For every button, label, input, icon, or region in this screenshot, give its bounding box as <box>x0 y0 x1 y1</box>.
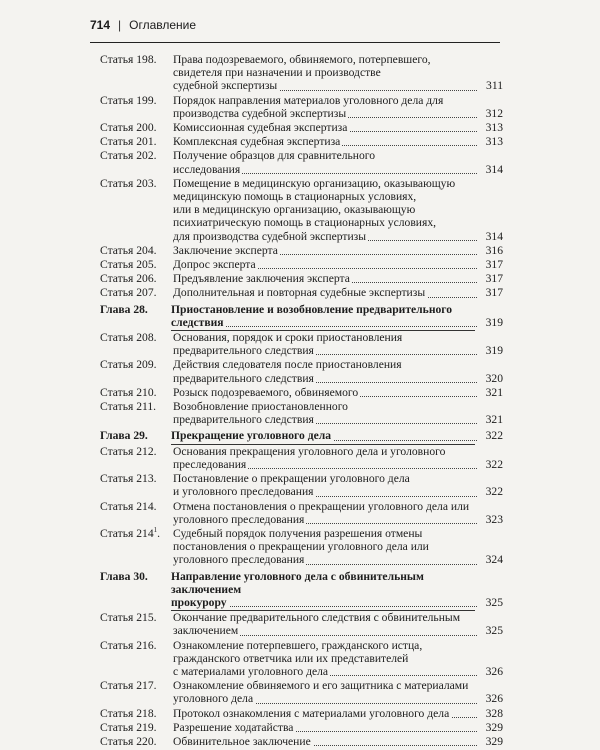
toc-article-entry[interactable] <box>100 53 503 93</box>
title-line: Дополнительная и повторная судебные экспертизы <box>173 286 426 300</box>
toc-article-entry[interactable] <box>100 527 503 567</box>
entry-label: Статья 204. <box>100 243 157 257</box>
entry-page-number: 322 <box>483 458 503 471</box>
title-line: судебной экспертизы <box>173 79 278 93</box>
entry-page-number: 311 <box>483 79 503 92</box>
title-line: Окончание предварительного следствия с обвинительным <box>173 611 461 625</box>
title-line: гражданского ответчика или их представителей <box>173 651 409 665</box>
title-line: исследования <box>173 162 241 176</box>
title-line: Действия следователя после приостановления <box>173 358 402 372</box>
entry-label: Статья 216. <box>100 638 157 652</box>
entry-label: Статья 200. <box>100 121 157 135</box>
header-rule <box>90 42 500 43</box>
title-line: Основания прекращения уголовного дела и уголовного <box>173 444 446 458</box>
entry-title <box>173 272 503 285</box>
title-line: прокурору <box>171 595 227 609</box>
title-line: Предъявление заключения эксперта <box>173 272 350 286</box>
toc-chapter-entry[interactable] <box>100 429 503 442</box>
toc-article-entry[interactable] <box>100 679 503 705</box>
toc-article-entry[interactable] <box>100 445 503 471</box>
title-line: уголовного преследования <box>173 553 305 567</box>
toc-article-entry[interactable] <box>100 611 503 637</box>
entry-label: Статья 206. <box>100 272 157 286</box>
entry-page-number: 325 <box>483 624 503 637</box>
entry-title <box>173 527 503 567</box>
entry-label: Статья 208. <box>100 331 157 345</box>
toc-chapter-entry[interactable] <box>100 570 503 610</box>
entry-page-number: 317 <box>483 272 503 285</box>
entry-page-number: 326 <box>483 692 503 705</box>
toc-article-entry[interactable] <box>100 639 503 679</box>
title-line: Отмена постановления о прекращении уголовного дела или <box>173 499 470 513</box>
entry-page-number: 321 <box>483 413 503 426</box>
toc-article-entry[interactable] <box>100 272 503 285</box>
toc-article-entry[interactable] <box>100 386 503 399</box>
title-line: психиатрическую помощь в стационарных условиях, <box>173 216 437 230</box>
entry-label: Статья 211. <box>100 400 157 414</box>
toc-article-entry[interactable] <box>100 331 503 357</box>
title-line: предварительного следствия <box>173 413 314 427</box>
title-line: Прекращение уголовного дела <box>171 429 332 443</box>
title-line: заключением <box>173 624 239 638</box>
entry-label: Статья $214^1$. <box>100 526 161 540</box>
entry-label: Статья 209. <box>100 358 157 372</box>
entry-page-number: 317 <box>483 258 503 271</box>
title-line: уголовного преследования <box>173 512 305 526</box>
title-line: Ознакомление обвиняемого и его защитника с материалами <box>173 679 469 693</box>
entry-page-number: 329 <box>483 721 503 734</box>
entry-label: Статья 198. <box>100 53 157 66</box>
title-line: или в медицинскую организацию, оказывающую <box>173 203 416 217</box>
entry-label: Статья 205. <box>100 258 157 272</box>
title-line: Возобновление приостановленного <box>173 400 348 414</box>
title-line: Направление уголовного дела с обвинительным заключением <box>171 569 424 596</box>
entry-label: Статья 199. <box>100 93 157 107</box>
entry-page-number: 319 <box>483 344 503 357</box>
toc-article-entry[interactable] <box>100 500 503 526</box>
title-line: предварительного следствия <box>173 371 314 385</box>
title-line: Постановление о прекращении уголовного дела <box>173 472 410 486</box>
entry-title <box>171 570 503 610</box>
title-line: Права подозреваемого, обвиняемого, потерпевшего, <box>173 53 431 66</box>
entry-page-number: 313 <box>483 135 503 148</box>
entry-title <box>173 177 503 243</box>
title-line: Судебный порядок получения разрешения отмены <box>173 526 423 540</box>
running-header <box>90 10 500 40</box>
toc-article-entry[interactable] <box>100 286 503 299</box>
entry-title <box>173 639 503 679</box>
entry-label: Статья 217. <box>100 679 157 693</box>
toc-article-entry[interactable] <box>100 135 503 148</box>
toc-article-entry[interactable] <box>100 177 503 243</box>
entry-page-number: 322 <box>483 485 503 498</box>
title-line: свидетеля при назначении и производстве <box>173 66 381 80</box>
entry-title <box>173 121 503 134</box>
title-line: Порядок направления материалов уголовного дела для <box>173 93 444 107</box>
toc-article-entry[interactable] <box>100 721 503 734</box>
title-line: Помещение в медицинскую организацию, оказывающую <box>173 176 456 190</box>
toc-article-entry[interactable] <box>100 149 503 175</box>
title-line: Получение образцов для сравнительного <box>173 149 376 163</box>
entry-title <box>173 135 503 148</box>
entry-label: Глава 28. <box>100 302 148 316</box>
entry-label: Глава 30. <box>100 569 148 583</box>
toc-article-entry[interactable] <box>100 707 503 720</box>
toc-article-entry[interactable] <box>100 735 503 748</box>
title-line: с материалами уголовного дела <box>173 664 329 678</box>
title-line: уголовного дела <box>173 692 254 706</box>
title-line: Ознакомление потерпевшего, гражданского истца, <box>173 638 423 652</box>
title-line: Разрешение ходатайства <box>173 720 294 734</box>
title-line: Приостановление и возобновление предварительного следствия <box>171 302 453 329</box>
entry-label: Статья 218. <box>100 706 157 720</box>
entry-title <box>173 707 503 720</box>
toc-article-entry[interactable] <box>100 121 503 134</box>
entry-page-number: 329 <box>483 735 503 748</box>
running-title: Оглавление <box>129 18 197 32</box>
toc-article-entry[interactable] <box>100 472 503 498</box>
title-line: медицинскую помощь в стационарных условиях, <box>173 190 417 204</box>
title-line: преследования <box>173 457 247 471</box>
entry-page-number: 314 <box>483 163 503 176</box>
title-line: Розыск подозреваемого, обвиняемого <box>173 385 359 399</box>
entry-title <box>173 53 503 93</box>
entry-title <box>173 386 503 399</box>
entry-label: Статья 215. <box>100 611 157 625</box>
toc-article-entry[interactable] <box>100 400 503 426</box>
entry-page-number: 321 <box>483 386 503 399</box>
title-line: Заключение эксперта <box>173 243 278 257</box>
entry-page-number: 317 <box>483 286 503 299</box>
entry-page-number: 322 <box>483 429 503 442</box>
title-line: Протокол ознакомления с материалами уголовного дела <box>173 706 450 720</box>
entry-label: Статья 219. <box>100 720 157 734</box>
title-line: Комиссионная судебная экспертиза <box>173 121 348 135</box>
entry-page-number: 319 <box>483 316 503 329</box>
title-line: Обвинительное заключение <box>173 734 311 748</box>
entry-label: Статья 220. <box>100 734 157 748</box>
entry-title <box>173 286 503 299</box>
entry-page-number: 320 <box>483 372 503 385</box>
toc-article-entry[interactable] <box>100 94 503 120</box>
title-line: для производства судебной экспертизы <box>173 229 367 243</box>
toc-article-entry[interactable] <box>100 258 503 271</box>
title-line: Допрос эксперта <box>173 258 256 272</box>
entry-page-number: 323 <box>483 513 503 526</box>
entry-label: Статья 213. <box>100 472 157 486</box>
entry-title <box>173 244 503 257</box>
entry-page-number: 313 <box>483 121 503 134</box>
title-line: Комплексная судебная экспертиза <box>173 135 341 149</box>
table-of-contents <box>100 53 503 749</box>
entry-title <box>173 735 503 748</box>
entry-title <box>171 429 503 442</box>
entry-page-number: 325 <box>483 596 503 609</box>
entry-label: Статья 214. <box>100 499 157 513</box>
entry-label: Статья 201. <box>100 135 157 149</box>
entry-label: Глава 29. <box>100 429 148 443</box>
entry-label: Статья 212. <box>100 444 157 458</box>
title-line: Основания, порядок и сроки приостановления <box>173 331 403 345</box>
entry-title <box>173 258 503 271</box>
entry-page-number: 324 <box>483 553 503 566</box>
title-line: производства судебной экспертизы <box>173 106 347 120</box>
entry-page-number: 328 <box>483 707 503 720</box>
toc-article-entry[interactable] <box>100 358 503 384</box>
header-separator: | <box>118 18 122 32</box>
entry-label: Статья 202. <box>100 149 157 163</box>
entry-page-number: 312 <box>483 107 503 120</box>
title-line: предварительного следствия <box>173 344 314 358</box>
entry-label: Статья 203. <box>100 176 157 190</box>
title-line: постановления о прекращении уголовного дела или <box>173 540 429 554</box>
entry-label: Статья 207. <box>100 286 157 300</box>
toc-article-entry[interactable] <box>100 244 503 257</box>
entry-title <box>173 721 503 734</box>
entry-page-number: 316 <box>483 244 503 257</box>
toc-chapter-entry[interactable] <box>100 303 503 329</box>
entry-page-number: 326 <box>483 665 503 678</box>
page-number: 714 <box>90 18 111 32</box>
title-line: и уголовного преследования <box>173 485 314 499</box>
entry-label: Статья 210. <box>100 385 157 399</box>
entry-page-number: 314 <box>483 230 503 243</box>
